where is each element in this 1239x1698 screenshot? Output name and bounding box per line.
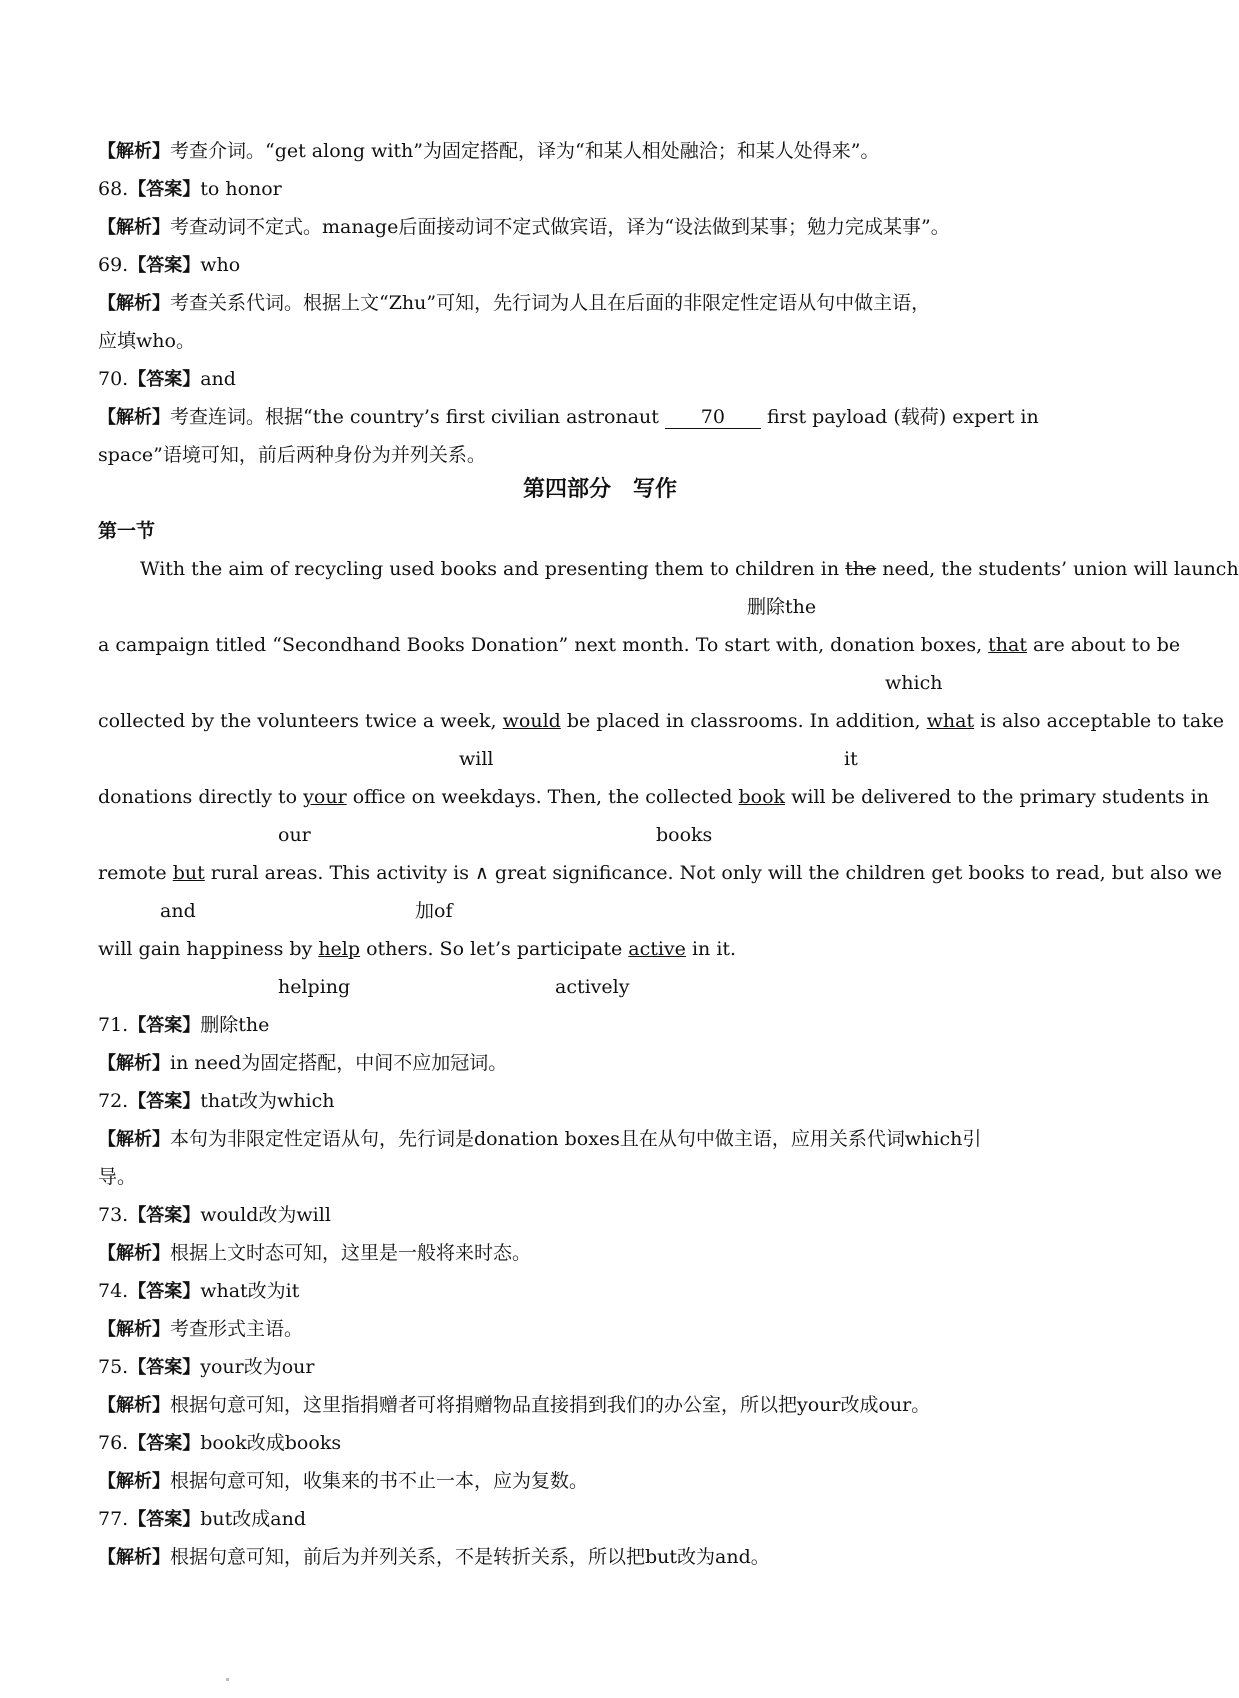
struck-word: the	[845, 558, 877, 580]
answer-line-76: 76.【答案】book改成books	[98, 1432, 342, 1454]
correction-73: will	[459, 748, 494, 770]
passage-line-5: remote but rural areas. This activity is ∧ great significance. Not only will the children get books to read, but also we	[98, 862, 1222, 884]
correction-74: it	[844, 748, 858, 770]
correction-76: books	[656, 824, 713, 846]
subsection-title: 第一节	[98, 520, 156, 542]
error-word: but	[172, 862, 205, 884]
footer-mark	[226, 1678, 229, 1681]
answer-line-69: 69.【答案】who	[98, 254, 241, 276]
analysis-line: 【解析】考查介词。“get along with”为固定搭配，译为“和某人相处融洽；和某人处得来”。	[98, 140, 880, 162]
passage-line-2: a campaign titled “Secondhand Books Donation” next month. To start with, donation boxes, that are about to be	[98, 634, 1181, 656]
analysis-continuation: 应填who。	[98, 330, 195, 352]
error-word: help	[318, 938, 361, 960]
correction-80: actively	[555, 976, 630, 998]
analysis-line: 【解析】本句为非限定性定语从句，先行词是donation boxes且在从句中做主语，应用关系代词which引	[98, 1128, 982, 1150]
correction-79: helping	[278, 976, 351, 998]
analysis-line-70: 【解析】考查连词。根据“the country’s first civilian astronaut 70 first payload (载荷) expert in	[98, 406, 1039, 428]
analysis-line: 【解析】根据上文时态可知，这里是一般将来时态。	[98, 1242, 532, 1264]
answer-line-72: 72.【答案】that改为which	[98, 1090, 335, 1112]
error-word: would	[502, 710, 561, 732]
passage-line-1: With the aim of recycling used books and presenting them to children in the need, the students’ union will launch	[140, 558, 1239, 580]
answer-line-70: 70.【答案】and	[98, 368, 236, 390]
analysis-line: 【解析】考查关系代词。根据上文“Zhu”可知，先行词为人且在后面的非限定性定语从句中做主语，	[98, 292, 931, 314]
correction-75: our	[278, 824, 311, 846]
answer-line-77: 77.【答案】but改成and	[98, 1508, 306, 1530]
analysis-line: 【解析】考查形式主语。	[98, 1318, 304, 1340]
analysis-continuation: 导。	[98, 1166, 137, 1188]
passage-line-4: donations directly to your office on weekdays. Then, the collected book will be delivered to the primary students in	[98, 786, 1209, 808]
error-word: book	[738, 786, 786, 808]
answer-line-75: 75.【答案】your改为our	[98, 1356, 315, 1378]
passage-line-6: will gain happiness by help others. So let’s participate active in it.	[98, 938, 737, 960]
error-word: active	[628, 938, 686, 960]
error-word: what	[926, 710, 975, 732]
error-word: your	[303, 786, 347, 808]
analysis-line: 【解析】考查动词不定式。manage后面接动词不定式做宾语，译为“设法做到某事；勉力完成某事”。	[98, 216, 950, 238]
section-title: 第四部分 写作	[522, 477, 677, 502]
passage-line-3: collected by the volunteers twice a week, would be placed in classrooms. In addition, what is also acceptable to take	[98, 710, 1224, 732]
answer-line-74: 74.【答案】what改为it	[98, 1280, 300, 1302]
blank-70: 70	[665, 406, 761, 429]
correction-78: 加of	[415, 900, 453, 922]
answer-line-68: 68.【答案】to honor	[98, 178, 282, 200]
correction-77: and	[160, 900, 196, 922]
analysis-line: 【解析】根据句意可知，前后为并列关系，不是转折关系，所以把but改为and。	[98, 1546, 770, 1568]
analysis-line: 【解析】根据句意可知，这里指捐赠者可将捐赠物品直接捐到我们的办公室，所以把your改成our。	[98, 1394, 931, 1416]
answer-line-73: 73.【答案】would改为will	[98, 1204, 331, 1226]
correction-72: which	[885, 672, 943, 694]
analysis-line: 【解析】in need为固定搭配，中间不应加冠词。	[98, 1052, 508, 1074]
analysis-continuation: space”语境可知，前后两种身份为并列关系。	[98, 444, 486, 466]
analysis-line: 【解析】根据句意可知，收集来的书不止一本，应为复数。	[98, 1470, 589, 1492]
error-word: that	[988, 634, 1027, 656]
correction-71: 删除the	[747, 596, 817, 618]
answer-line-71: 71.【答案】删除the	[98, 1014, 270, 1036]
